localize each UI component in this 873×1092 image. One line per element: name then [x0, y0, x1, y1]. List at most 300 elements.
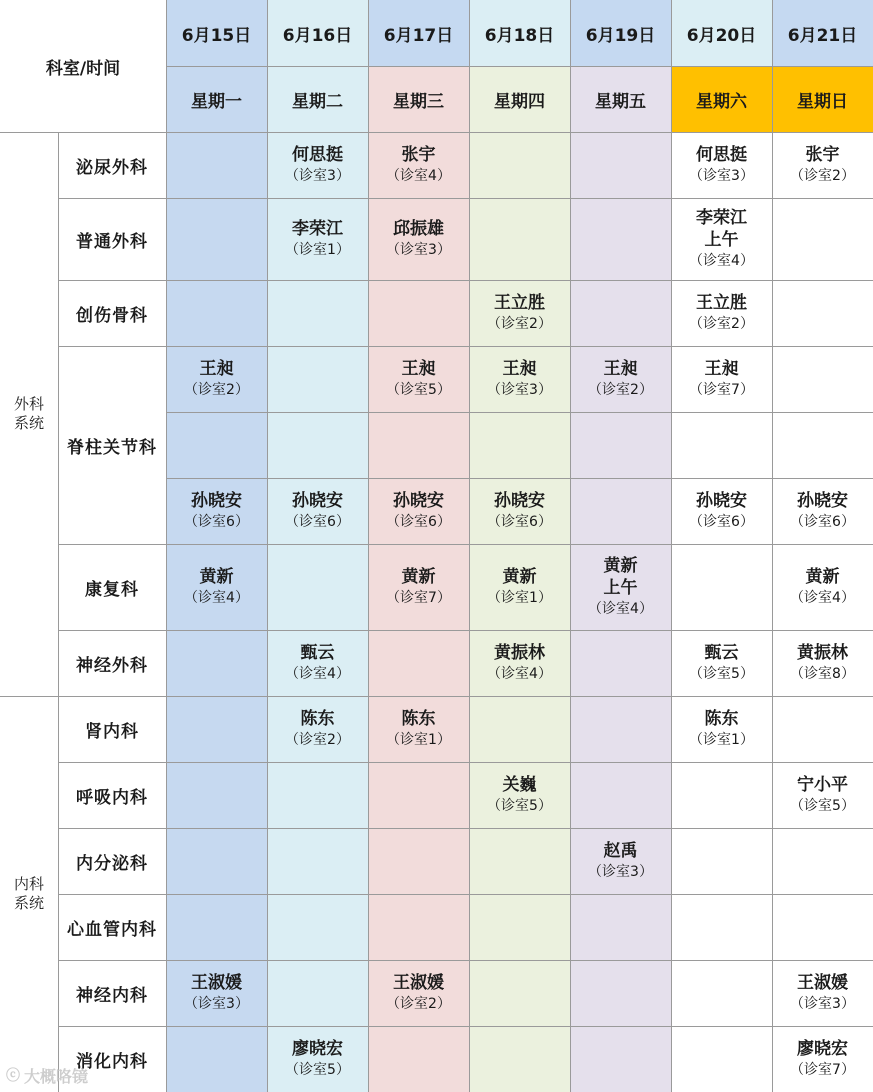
- doctor-name: 宁小平: [796, 775, 848, 795]
- schedule-cell: [368, 762, 469, 828]
- doctor-name: 李荣江: [291, 219, 343, 239]
- schedule-cell: [469, 1026, 570, 1092]
- watermark-text: 大概咯镜: [24, 1066, 89, 1086]
- doctor-name: 廖晓宏: [796, 1039, 848, 1059]
- schedule-cell: [570, 346, 671, 412]
- doctor-name: 关巍: [502, 775, 537, 795]
- schedule-cell: [368, 696, 469, 762]
- clinic-room: （诊室4）: [386, 168, 451, 184]
- schedule-cell: [469, 762, 570, 828]
- clinic-room: （诊室1）: [487, 590, 552, 606]
- clinic-room: （诊室6）: [487, 514, 552, 530]
- schedule-cell: [166, 894, 267, 960]
- doctor-name: 甄云: [704, 643, 739, 663]
- weekday-header: [772, 66, 873, 132]
- date-header: [166, 0, 267, 66]
- doctor-entry: [588, 358, 653, 400]
- grid-line: [469, 0, 470, 1092]
- department-cell: [58, 960, 166, 1026]
- doctor-name: 邱振雄: [392, 219, 444, 239]
- schedule-cell: [166, 630, 267, 696]
- clinic-room: （诊室8）: [790, 666, 855, 682]
- doctor-name: 何思挺: [291, 145, 343, 165]
- schedule-cell: [166, 696, 267, 762]
- clinic-room: （诊室2）: [588, 382, 653, 398]
- grid-line: [58, 198, 873, 199]
- department-label: 神经内科: [76, 985, 148, 1006]
- schedule-cell: [671, 630, 772, 696]
- schedule-cell: [267, 346, 368, 412]
- schedule-cell: [772, 412, 873, 478]
- department-label: 神经外科: [76, 655, 148, 676]
- date-label: 6月20日: [686, 25, 757, 46]
- date-label: 6月18日: [484, 25, 555, 46]
- system-cell: [0, 132, 58, 696]
- corner-header: [0, 0, 166, 132]
- schedule-cell: [368, 346, 469, 412]
- schedule-cell: [772, 894, 873, 960]
- schedule-cell: [772, 1026, 873, 1092]
- schedule-cell: [671, 828, 772, 894]
- grid-line: [58, 544, 873, 545]
- date-header: [469, 0, 570, 66]
- schedule-cell: [772, 132, 873, 198]
- department-cell: [58, 198, 166, 280]
- weekday-header: [267, 66, 368, 132]
- grid-line: [58, 1026, 873, 1027]
- department-cell: [58, 544, 166, 630]
- clinic-room: （诊室2）: [487, 316, 552, 332]
- date-label: 6月15日: [181, 25, 252, 46]
- schedule-cell: [166, 544, 267, 630]
- schedule-cell: [570, 198, 671, 280]
- grid-line: [772, 0, 773, 1092]
- schedule-cell: [368, 630, 469, 696]
- schedule-cell: [671, 544, 772, 630]
- clinic-room: （诊室5）: [790, 798, 855, 814]
- clinic-room: （诊室1）: [689, 732, 754, 748]
- doctor-name: 廖晓宏: [291, 1039, 343, 1059]
- schedule-cell: [166, 960, 267, 1026]
- department-cell: [58, 894, 166, 960]
- schedule-cell: [267, 762, 368, 828]
- weekday-label: 星期一: [191, 91, 242, 112]
- schedule-cell: [570, 1026, 671, 1092]
- schedule-cell: [166, 198, 267, 280]
- weekday-header: [570, 66, 671, 132]
- clinic-room: （诊室2）: [689, 316, 754, 332]
- schedule-cell: [469, 696, 570, 762]
- doctor-entry: [588, 555, 653, 619]
- department-label: 呼吸内科: [76, 787, 148, 808]
- doctor-name: 孙晓安: [291, 491, 343, 511]
- doctor-name: 黄新: [603, 556, 638, 576]
- schedule-cell: [671, 960, 772, 1026]
- grid-line: [58, 960, 873, 961]
- department-label: 内分泌科: [76, 853, 148, 874]
- clinic-room: （诊室3）: [184, 996, 249, 1012]
- schedule-cell: [368, 960, 469, 1026]
- grid-line: [166, 0, 167, 1092]
- schedule-cell: [267, 478, 368, 544]
- doctor-entry: [285, 490, 350, 532]
- schedule-cell: [570, 544, 671, 630]
- clinic-room: （诊室1）: [285, 242, 350, 258]
- doctor-entry: [689, 358, 754, 400]
- doctor-entry: [790, 774, 855, 816]
- schedule-cell: [267, 544, 368, 630]
- date-header: [570, 0, 671, 66]
- schedule-cell: [368, 132, 469, 198]
- doctor-entry: [386, 358, 451, 400]
- schedule-cell: [469, 280, 570, 346]
- doctor-entry: [184, 358, 249, 400]
- doctor-name: 黄新: [401, 567, 436, 587]
- doctor-entry: [689, 144, 754, 186]
- doctor-name: 陈东: [300, 709, 335, 729]
- watermark-icon: ⓒ: [6, 1068, 20, 1084]
- doctor-name: 王昶: [502, 359, 537, 379]
- department-label: 消化内科: [76, 1051, 148, 1072]
- grid-line: [58, 346, 873, 347]
- doctor-name: 王昶: [401, 359, 436, 379]
- schedule-cell: [267, 828, 368, 894]
- date-header: [671, 0, 772, 66]
- schedule-cell: [166, 478, 267, 544]
- grid-line: [368, 0, 369, 1092]
- department-label: 泌尿外科: [76, 157, 148, 178]
- doctor-name: 王昶: [199, 359, 234, 379]
- department-cell: [58, 132, 166, 198]
- schedule-cell: [469, 478, 570, 544]
- doctor-name: 王昶: [603, 359, 638, 379]
- schedule-cell: [469, 132, 570, 198]
- date-label: 6月16日: [282, 25, 353, 46]
- department-cell: [58, 630, 166, 696]
- schedule-cell: [772, 630, 873, 696]
- department-cell: [58, 280, 166, 346]
- clinic-room: （诊室3）: [487, 382, 552, 398]
- clinic-room: （诊室5）: [487, 798, 552, 814]
- clinic-room: （诊室2）: [386, 996, 451, 1012]
- doctor-entry: [487, 490, 552, 532]
- doctor-name: 王淑媛: [796, 973, 848, 993]
- doctor-entry: [487, 292, 552, 334]
- schedule-cell: [671, 762, 772, 828]
- weekday-header: [166, 66, 267, 132]
- date-label: 6月21日: [787, 25, 858, 46]
- doctor-entry: [386, 144, 451, 186]
- doctor-entry: [184, 566, 249, 608]
- doctor-entry: [790, 490, 855, 532]
- doctor-entry: [184, 490, 249, 532]
- doctor-name: 王淑媛: [190, 973, 242, 993]
- schedule-cell: [267, 198, 368, 280]
- doctor-entry: [386, 490, 451, 532]
- doctor-entry: [689, 490, 754, 532]
- schedule-cell: [671, 132, 772, 198]
- schedule-cell: [368, 478, 469, 544]
- clinic-room: （诊室5）: [386, 382, 451, 398]
- schedule-cell: [469, 894, 570, 960]
- department-label: 脊柱关节科: [67, 437, 157, 458]
- clinic-room: （诊室6）: [790, 514, 855, 530]
- schedule-cell: [368, 894, 469, 960]
- clinic-room: （诊室7）: [790, 1062, 855, 1078]
- clinic-room: （诊室7）: [386, 590, 451, 606]
- schedule-cell: [570, 894, 671, 960]
- session-note: 上午: [603, 578, 638, 598]
- weekday-label: 星期六: [696, 91, 747, 112]
- doctor-entry: [790, 566, 855, 608]
- doctor-name: 陈东: [704, 709, 739, 729]
- schedule-cell: [166, 1026, 267, 1092]
- doctor-entry: [689, 708, 754, 750]
- schedule-cell: [368, 198, 469, 280]
- weekday-label: 星期五: [595, 91, 646, 112]
- system-label: 外科 系统: [13, 395, 44, 432]
- department-cell: [58, 696, 166, 762]
- doctor-name: 黄振林: [796, 643, 848, 663]
- doctor-entry: [487, 358, 552, 400]
- clinic-room: （诊室4）: [487, 666, 552, 682]
- schedule-cell: [166, 346, 267, 412]
- clinic-room: （诊室3）: [689, 168, 754, 184]
- doctor-entry: [689, 292, 754, 334]
- doctor-entry: [386, 972, 451, 1014]
- doctor-name: 王淑媛: [392, 973, 444, 993]
- schedule-cell: [772, 346, 873, 412]
- schedule-cell: [772, 198, 873, 280]
- doctor-entry: [790, 144, 855, 186]
- system-label: 内科 系统: [13, 875, 44, 912]
- department-cell: [58, 346, 166, 544]
- department-label: 肾内科: [85, 721, 139, 742]
- doctor-name: 张宇: [805, 145, 840, 165]
- clinic-room: （诊室3）: [285, 168, 350, 184]
- doctor-name: 王立胜: [493, 293, 545, 313]
- doctor-entry: [487, 642, 552, 684]
- clinic-room: （诊室4）: [184, 590, 249, 606]
- weekday-header: [469, 66, 570, 132]
- department-label: 康复科: [85, 579, 139, 600]
- grid-line: [58, 894, 873, 895]
- session-note: 上午: [704, 230, 739, 250]
- schedule-cell: [570, 132, 671, 198]
- schedule-cell: [772, 696, 873, 762]
- doctor-entry: [790, 972, 855, 1014]
- grid-line: [166, 412, 873, 413]
- schedule-cell: [570, 762, 671, 828]
- schedule-cell: [267, 894, 368, 960]
- clinic-room: （诊室4）: [588, 601, 653, 617]
- schedule-cell: [671, 1026, 772, 1092]
- doctor-entry: [184, 972, 249, 1014]
- schedule-cell: [267, 412, 368, 478]
- schedule-cell: [469, 544, 570, 630]
- doctor-entry: [487, 566, 552, 608]
- schedule-cell: [469, 630, 570, 696]
- schedule-cell: [570, 696, 671, 762]
- doctor-name: 孙晓安: [695, 491, 747, 511]
- department-cell: [58, 828, 166, 894]
- schedule-cell: [570, 280, 671, 346]
- schedule-cell: [267, 1026, 368, 1092]
- doctor-entry: [285, 708, 350, 750]
- weekday-label: 星期二: [292, 91, 343, 112]
- schedule-cell: [570, 630, 671, 696]
- doctor-name: 黄新: [502, 567, 537, 587]
- schedule-cell: [267, 630, 368, 696]
- doctor-entry: [386, 566, 451, 608]
- grid-line: [166, 66, 873, 67]
- weekday-label: 星期四: [494, 91, 545, 112]
- clinic-room: （诊室6）: [689, 514, 754, 530]
- schedule-cell: [570, 412, 671, 478]
- grid-line: [267, 0, 268, 1092]
- watermark: [6, 1064, 126, 1086]
- schedule-cell: [469, 828, 570, 894]
- weekday-label: 星期三: [393, 91, 444, 112]
- doctor-entry: [285, 642, 350, 684]
- date-header: [772, 0, 873, 66]
- schedule-cell: [671, 346, 772, 412]
- doctor-name: 李荣江: [695, 208, 747, 228]
- grid-line: [58, 630, 873, 631]
- schedule-cell: [267, 696, 368, 762]
- schedule-cell: [671, 198, 772, 280]
- doctor-name: 孙晓安: [190, 491, 242, 511]
- schedule-cell: [772, 828, 873, 894]
- schedule-cell: [671, 280, 772, 346]
- doctor-name: 王立胜: [695, 293, 747, 313]
- clinic-room: （诊室4）: [790, 590, 855, 606]
- schedule-cell: [772, 762, 873, 828]
- date-label: 6月19日: [585, 25, 656, 46]
- doctor-entry: [285, 144, 350, 186]
- clinic-room: （诊室7）: [689, 382, 754, 398]
- grid-line: [58, 828, 873, 829]
- doctor-name: 黄新: [199, 567, 234, 587]
- doctor-entry: [689, 642, 754, 684]
- doctor-name: 赵禹: [603, 841, 638, 861]
- clinic-room: （诊室5）: [689, 666, 754, 682]
- doctor-name: 张宇: [401, 145, 436, 165]
- clinic-room: （诊室6）: [285, 514, 350, 530]
- doctor-entry: [487, 774, 552, 816]
- clinic-room: （诊室3）: [588, 864, 653, 880]
- schedule-cell: [772, 544, 873, 630]
- schedule-cell: [368, 828, 469, 894]
- weekday-header: [671, 66, 772, 132]
- grid-line: [0, 696, 873, 697]
- schedule-cell: [166, 828, 267, 894]
- clinic-room: （诊室5）: [285, 1062, 350, 1078]
- schedule-cell: [166, 762, 267, 828]
- doctor-entry: [790, 1038, 855, 1080]
- clinic-room: （诊室4）: [689, 253, 754, 269]
- schedule-cell: [267, 960, 368, 1026]
- corner-label: 科室/时间: [45, 58, 121, 79]
- grid-line: [0, 132, 873, 133]
- schedule-cell: [166, 412, 267, 478]
- clinic-room: （诊室2）: [285, 732, 350, 748]
- doctor-name: 黄新: [805, 567, 840, 587]
- clinic-room: （诊室2）: [184, 382, 249, 398]
- schedule-cell: [570, 960, 671, 1026]
- schedule-cell: [469, 346, 570, 412]
- doctor-name: 孙晓安: [493, 491, 545, 511]
- doctor-entry: [790, 642, 855, 684]
- schedule-cell: [671, 412, 772, 478]
- doctor-entry: [386, 218, 451, 260]
- department-label: 心血管内科: [67, 919, 157, 940]
- weekday-label: 星期日: [797, 91, 848, 112]
- grid-line: [671, 0, 672, 1092]
- schedule-cell: [368, 280, 469, 346]
- doctor-name: 王昶: [704, 359, 739, 379]
- doctor-name: 黄振林: [493, 643, 545, 663]
- schedule-cell: [671, 696, 772, 762]
- date-label: 6月17日: [383, 25, 454, 46]
- system-cell: [0, 696, 58, 1092]
- grid-line: [166, 478, 873, 479]
- schedule-cell: [166, 132, 267, 198]
- doctor-name: 孙晓安: [796, 491, 848, 511]
- doctor-name: 何思挺: [695, 145, 747, 165]
- schedule-cell: [469, 198, 570, 280]
- schedule-cell: [772, 280, 873, 346]
- clinic-room: （诊室6）: [184, 514, 249, 530]
- department-label: 普通外科: [76, 231, 148, 252]
- grid-line: [58, 762, 873, 763]
- clinic-room: （诊室3）: [790, 996, 855, 1012]
- date-header: [267, 0, 368, 66]
- schedule-cell: [166, 280, 267, 346]
- grid-line: [58, 132, 59, 1092]
- clinic-room: （诊室2）: [790, 168, 855, 184]
- schedule-cell: [368, 1026, 469, 1092]
- doctor-name: 甄云: [300, 643, 335, 663]
- clinic-room: （诊室3）: [386, 242, 451, 258]
- schedule-cell: [772, 960, 873, 1026]
- doctor-entry: [285, 1038, 350, 1080]
- doctor-entry: [689, 207, 754, 271]
- schedule-cell: [570, 478, 671, 544]
- clinic-room: （诊室6）: [386, 514, 451, 530]
- schedule-cell: [368, 412, 469, 478]
- schedule-cell: [671, 894, 772, 960]
- doctor-entry: [588, 840, 653, 882]
- date-header: [368, 0, 469, 66]
- schedule-cell: [772, 478, 873, 544]
- schedule-cell: [570, 828, 671, 894]
- department-cell: [58, 762, 166, 828]
- schedule-cell: [671, 478, 772, 544]
- department-label: 创伤骨科: [76, 305, 148, 326]
- grid-line: [58, 280, 873, 281]
- schedule-cell: [267, 132, 368, 198]
- clinic-room: （诊室4）: [285, 666, 350, 682]
- schedule-cell: [368, 544, 469, 630]
- schedule-cell: [469, 960, 570, 1026]
- weekday-header: [368, 66, 469, 132]
- schedule-cell: [469, 412, 570, 478]
- doctor-entry: [386, 708, 451, 750]
- doctor-name: 陈东: [401, 709, 436, 729]
- schedule-cell: [267, 280, 368, 346]
- doctor-name: 孙晓安: [392, 491, 444, 511]
